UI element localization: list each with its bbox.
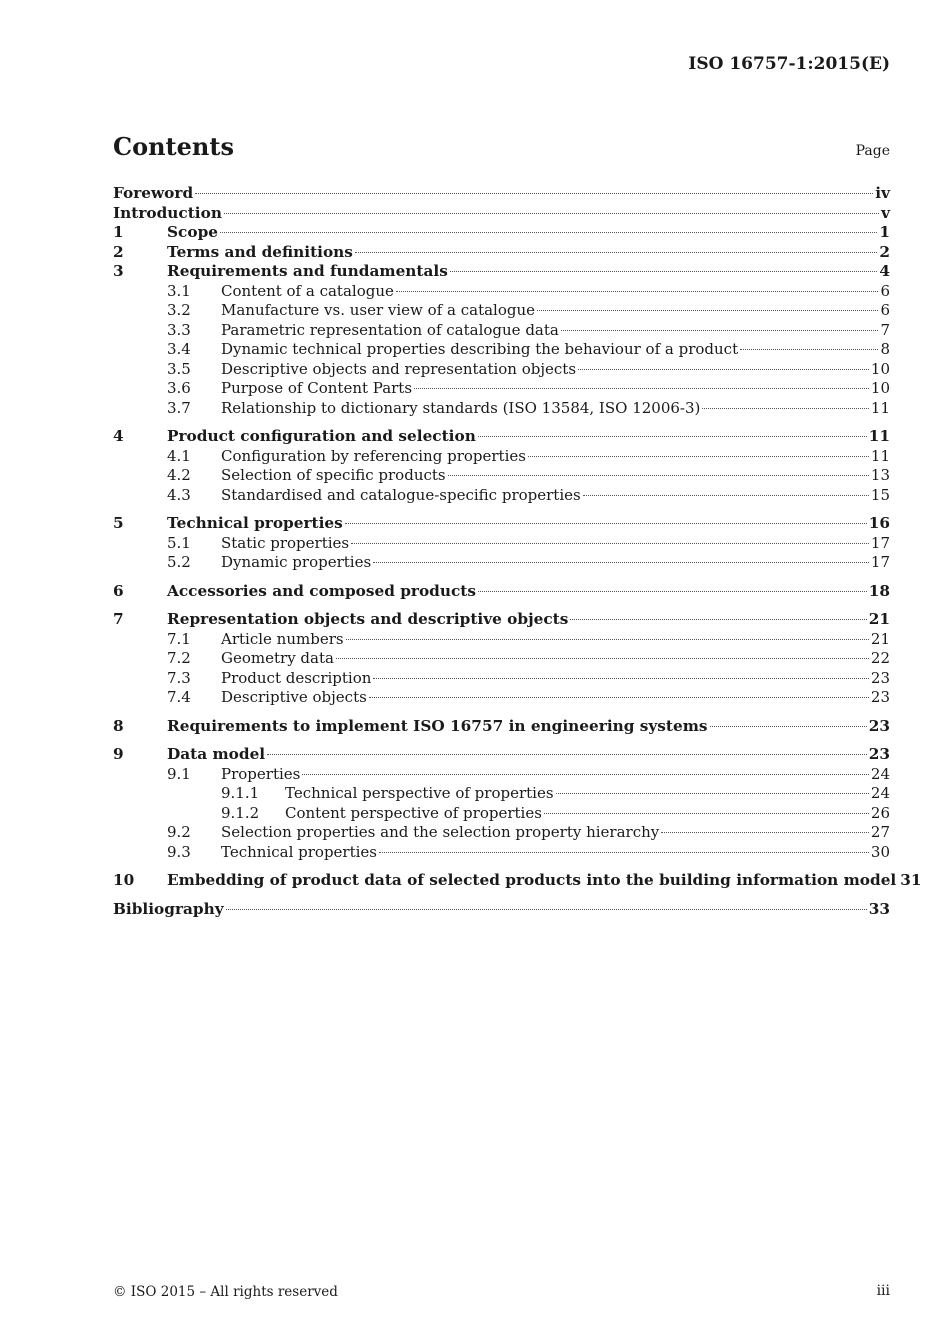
toc-entry[interactable]: [113, 765, 890, 785]
toc-entry[interactable]: [113, 486, 890, 506]
toc-entry-title: Product description: [221, 668, 372, 687]
toc-entry[interactable]: [113, 427, 890, 447]
toc-entry-page: iv: [875, 184, 890, 202]
toc-entry-title: Requirements to implement ISO 16757 in engineering systems: [167, 716, 708, 735]
toc-entry-page: 7: [880, 320, 890, 339]
dot-leader: [570, 619, 866, 620]
table-of-contents: [113, 184, 922, 919]
toc-entry-line: [285, 784, 890, 804]
toc-entry-line: [167, 223, 890, 243]
dot-leader: [346, 639, 869, 640]
toc-entry-number: 10: [113, 871, 135, 889]
dot-leader: [661, 832, 869, 833]
toc-entry-page: 4: [879, 262, 890, 280]
toc-entry-title: Technical properties: [167, 514, 343, 532]
toc-entry-number: 2: [113, 242, 124, 261]
toc-entry-title: Manufacture vs. user view of a catalogue: [221, 301, 536, 319]
toc-entry[interactable]: [113, 379, 890, 399]
dot-leader: [556, 793, 869, 794]
toc-entry-title: Content of a catalogue: [221, 281, 394, 300]
toc-entry-page: 6: [880, 281, 890, 300]
toc-entry-title: Technical properties: [221, 842, 377, 861]
toc-entry-number: 3.5: [167, 359, 191, 378]
toc-entry-page: 18: [868, 581, 890, 600]
toc-entry-number: 7: [113, 610, 124, 628]
toc-entry-title: Embedding of product data of selected products into the building information model: [167, 871, 897, 889]
toc-entry[interactable]: [113, 321, 890, 341]
page-number: iii: [876, 1283, 890, 1299]
toc-entry-page: 11: [870, 446, 890, 465]
toc-entry-title: Relationship to dictionary standards (ISO 13584, ISO 12006-3): [221, 398, 701, 417]
toc-entry-title: Scope: [167, 223, 218, 241]
toc-entry-line: [221, 486, 890, 506]
toc-entry-number: 5: [113, 514, 124, 532]
toc-entry-page: 24: [870, 764, 890, 783]
toc-entry-page: 24: [870, 784, 890, 802]
toc-entry-title: Selection properties and the selection property hierarchy: [221, 823, 660, 841]
toc-entry-title: Descriptive objects: [221, 688, 367, 706]
toc-entry-line: [167, 717, 890, 737]
toc-entry[interactable]: [113, 204, 890, 224]
toc-entry-number: 3.3: [167, 320, 191, 339]
toc-entry-title: Standardised and catalogue-specific properties: [221, 485, 581, 504]
toc-entry-number: 9: [113, 745, 124, 763]
toc-entry-page: 2: [879, 242, 890, 261]
toc-entry-number: 5.2: [167, 553, 191, 571]
toc-entry-title: Technical perspective of properties: [285, 784, 554, 802]
toc-entry[interactable]: [113, 804, 890, 824]
toc-entry-number: 9.3: [167, 842, 191, 861]
toc-entry-title: Product configuration and selection: [167, 427, 476, 445]
dot-leader: [267, 754, 867, 755]
toc-entry-line: [113, 184, 890, 204]
toc-entry[interactable]: [113, 184, 890, 204]
toc-entry-page: 27: [870, 823, 890, 841]
toc-entry-line: [221, 843, 890, 863]
toc-entry-page: 31: [900, 871, 922, 889]
toc-entry-number: 9.1.2: [221, 803, 260, 822]
toc-entry-page: 8: [880, 340, 890, 358]
dot-leader: [414, 388, 869, 389]
dot-leader: [702, 408, 869, 409]
toc-entry-title: Geometry data: [221, 649, 334, 667]
dot-leader: [195, 193, 873, 194]
toc-entry[interactable]: [113, 900, 890, 920]
toc-entry-title: Descriptive objects and representation objects: [221, 359, 577, 378]
toc-entry-line: [167, 262, 890, 282]
toc-entry[interactable]: [113, 630, 890, 650]
toc-entry[interactable]: [113, 649, 890, 669]
dot-leader: [396, 291, 879, 292]
toc-entry-title: Configuration by referencing properties: [221, 446, 526, 465]
toc-entry-page: 16: [868, 514, 890, 532]
toc-entry-line: [167, 514, 890, 534]
toc-entry-line: [221, 340, 890, 360]
toc-entry-number: 6: [113, 581, 124, 600]
toc-entry-line: [167, 745, 890, 765]
toc-entry-page: 11: [870, 398, 890, 417]
dot-leader: [336, 658, 869, 659]
toc-entry-number: 7.2: [167, 649, 191, 667]
dot-leader: [224, 213, 879, 214]
toc-entry-number: 3.1: [167, 281, 191, 300]
toc-entry-line: [221, 553, 890, 573]
toc-entry-page: 10: [870, 359, 890, 378]
toc-entry-title: Properties: [221, 764, 301, 783]
toc-entry-page: 17: [870, 553, 890, 571]
toc-entry-number: 9.2: [167, 823, 191, 841]
toc-entry-page: 6: [880, 301, 890, 319]
toc-entry-line: [221, 282, 890, 302]
toc-entry[interactable]: [113, 447, 890, 467]
toc-entry-line: [221, 466, 890, 486]
toc-entry-title: Representation objects and descriptive objects: [167, 610, 569, 628]
dot-leader: [537, 310, 878, 311]
dot-leader: [583, 495, 869, 496]
toc-entry-title: Selection of specific products: [221, 466, 446, 484]
toc-entry-line: [221, 669, 890, 689]
dot-leader: [220, 232, 877, 233]
toc-entry-title: Data model: [167, 745, 266, 763]
toc-entry[interactable]: [113, 399, 890, 419]
toc-entry-page: 17: [870, 533, 890, 552]
toc-entry-line: [113, 204, 890, 224]
dot-leader: [373, 678, 868, 679]
toc-entry-line: [167, 871, 922, 891]
toc-entry-page: 23: [870, 668, 890, 687]
toc-entry-line: [285, 804, 890, 824]
toc-entry-line: [221, 688, 890, 708]
toc-entry-page: 11: [868, 427, 890, 445]
toc-entry-line: [221, 399, 890, 419]
toc-entry-line: [167, 582, 890, 602]
toc-entry-page: 33: [868, 899, 890, 918]
toc-entry[interactable]: [113, 223, 890, 243]
toc-entry-number: 5.1: [167, 533, 191, 552]
dot-leader: [528, 456, 869, 457]
toc-entry[interactable]: [113, 843, 890, 863]
dot-leader: [710, 726, 867, 727]
document-id: ISO 16757-1:2015(E): [688, 54, 890, 74]
dot-leader: [379, 852, 869, 853]
toc-entry[interactable]: [113, 717, 890, 737]
dot-leader: [448, 475, 869, 476]
dot-leader: [740, 349, 878, 350]
toc-entry-line: [221, 823, 890, 843]
copyright-notice: © ISO 2015 – All rights reserved: [113, 1284, 338, 1300]
toc-entry-number: 7.3: [167, 668, 191, 687]
toc-entry-title: Bibliography: [113, 899, 224, 918]
dot-leader: [544, 813, 869, 814]
toc-entry-number: 3.2: [167, 301, 191, 319]
toc-entry-line: [221, 765, 890, 785]
toc-entry-page: 21: [868, 610, 890, 628]
toc-entry-page: 26: [870, 803, 890, 822]
toc-entry-line: [221, 360, 890, 380]
toc-entry-line: [221, 321, 890, 341]
toc-entry-title: Content perspective of properties: [285, 803, 542, 822]
toc-entry-page: 15: [870, 485, 890, 504]
toc-entry-line: [167, 427, 890, 447]
toc-entry[interactable]: [113, 282, 890, 302]
dot-leader: [351, 543, 869, 544]
toc-entry-page: v: [881, 203, 890, 222]
toc-entry-line: [167, 610, 890, 630]
toc-entry-line: [221, 649, 890, 669]
toc-entry-line: [167, 243, 890, 263]
toc-entry[interactable]: [113, 582, 890, 602]
dot-leader: [355, 252, 877, 253]
toc-entry[interactable]: [113, 784, 890, 804]
toc-entry[interactable]: [113, 871, 922, 891]
toc-entry-title: Accessories and composed products: [167, 581, 476, 600]
toc-entry[interactable]: [113, 466, 890, 486]
toc-entry-number: 3.4: [167, 340, 191, 358]
toc-entry-title: Static properties: [221, 533, 350, 552]
toc-entry[interactable]: [113, 340, 890, 360]
toc-entry[interactable]: [113, 262, 890, 282]
dot-leader: [369, 697, 869, 698]
toc-entry-line: [221, 301, 890, 321]
toc-entry-line: [221, 447, 890, 467]
toc-entry-page: 30: [870, 842, 890, 861]
toc-entry-number: 4: [113, 427, 124, 445]
toc-entry-page: 23: [868, 745, 890, 763]
toc-entry-number: 9.1: [167, 764, 191, 783]
toc-entry-title: Requirements and fundamentals: [167, 262, 448, 280]
toc-entry-title: Dynamic properties: [221, 553, 372, 571]
toc-entry[interactable]: [113, 688, 890, 708]
toc-entry-page: 22: [870, 649, 890, 667]
toc-entry-number: 4.1: [167, 446, 191, 465]
toc-entry-line: [221, 534, 890, 554]
page-column-label: Page: [855, 143, 890, 159]
dot-leader: [478, 436, 867, 437]
dot-leader: [302, 774, 869, 775]
dot-leader: [478, 591, 867, 592]
toc-entry-page: 23: [868, 716, 890, 735]
toc-entry-number: 1: [113, 223, 124, 241]
dot-leader: [450, 271, 878, 272]
toc-entry-number: 4.2: [167, 466, 191, 484]
toc-entry[interactable]: [113, 301, 890, 321]
toc-entry-title: Purpose of Content Parts: [221, 379, 413, 397]
dot-leader: [561, 330, 879, 331]
toc-entry[interactable]: [113, 514, 890, 534]
toc-entry-page: 10: [870, 379, 890, 397]
toc-entry-page: 13: [870, 466, 890, 484]
toc-entry-page: 1: [879, 223, 890, 241]
toc-entry-page: 23: [870, 688, 890, 706]
toc-entry-number: 3: [113, 262, 124, 280]
toc-entry-title: Dynamic technical properties describing the behaviour of a product: [221, 340, 739, 358]
toc-entry-number: 3.7: [167, 398, 191, 417]
toc-entry-number: 8: [113, 716, 124, 735]
dot-leader: [373, 562, 869, 563]
toc-entry-number: 4.3: [167, 485, 191, 504]
toc-entry-number: 7.1: [167, 629, 191, 648]
toc-entry[interactable]: [113, 360, 890, 380]
toc-entry[interactable]: [113, 669, 890, 689]
toc-entry-number: 9.1.1: [221, 784, 260, 802]
toc-entry-page: 21: [870, 629, 890, 648]
toc-entry-number: 3.6: [167, 379, 191, 397]
toc-entry[interactable]: [113, 745, 890, 765]
dot-leader: [226, 909, 867, 910]
contents-heading: Contents: [113, 132, 234, 161]
toc-entry-title: Terms and definitions: [167, 242, 353, 261]
toc-entry-line: [221, 630, 890, 650]
toc-entry[interactable]: [113, 610, 890, 630]
dot-leader: [345, 523, 867, 524]
toc-entry[interactable]: [113, 823, 890, 843]
toc-entry[interactable]: [113, 243, 890, 263]
toc-entry[interactable]: [113, 553, 890, 573]
toc-entry-line: [221, 379, 890, 399]
toc-entry-title: Introduction: [113, 203, 222, 222]
toc-entry-title: Foreword: [113, 184, 194, 202]
toc-entry-number: 7.4: [167, 688, 191, 706]
toc-entry-title: Article numbers: [221, 629, 344, 648]
dot-leader: [578, 369, 869, 370]
toc-entry-line: [113, 900, 890, 920]
toc-entry-title: Parametric representation of catalogue data: [221, 320, 559, 339]
toc-entry[interactable]: [113, 534, 890, 554]
